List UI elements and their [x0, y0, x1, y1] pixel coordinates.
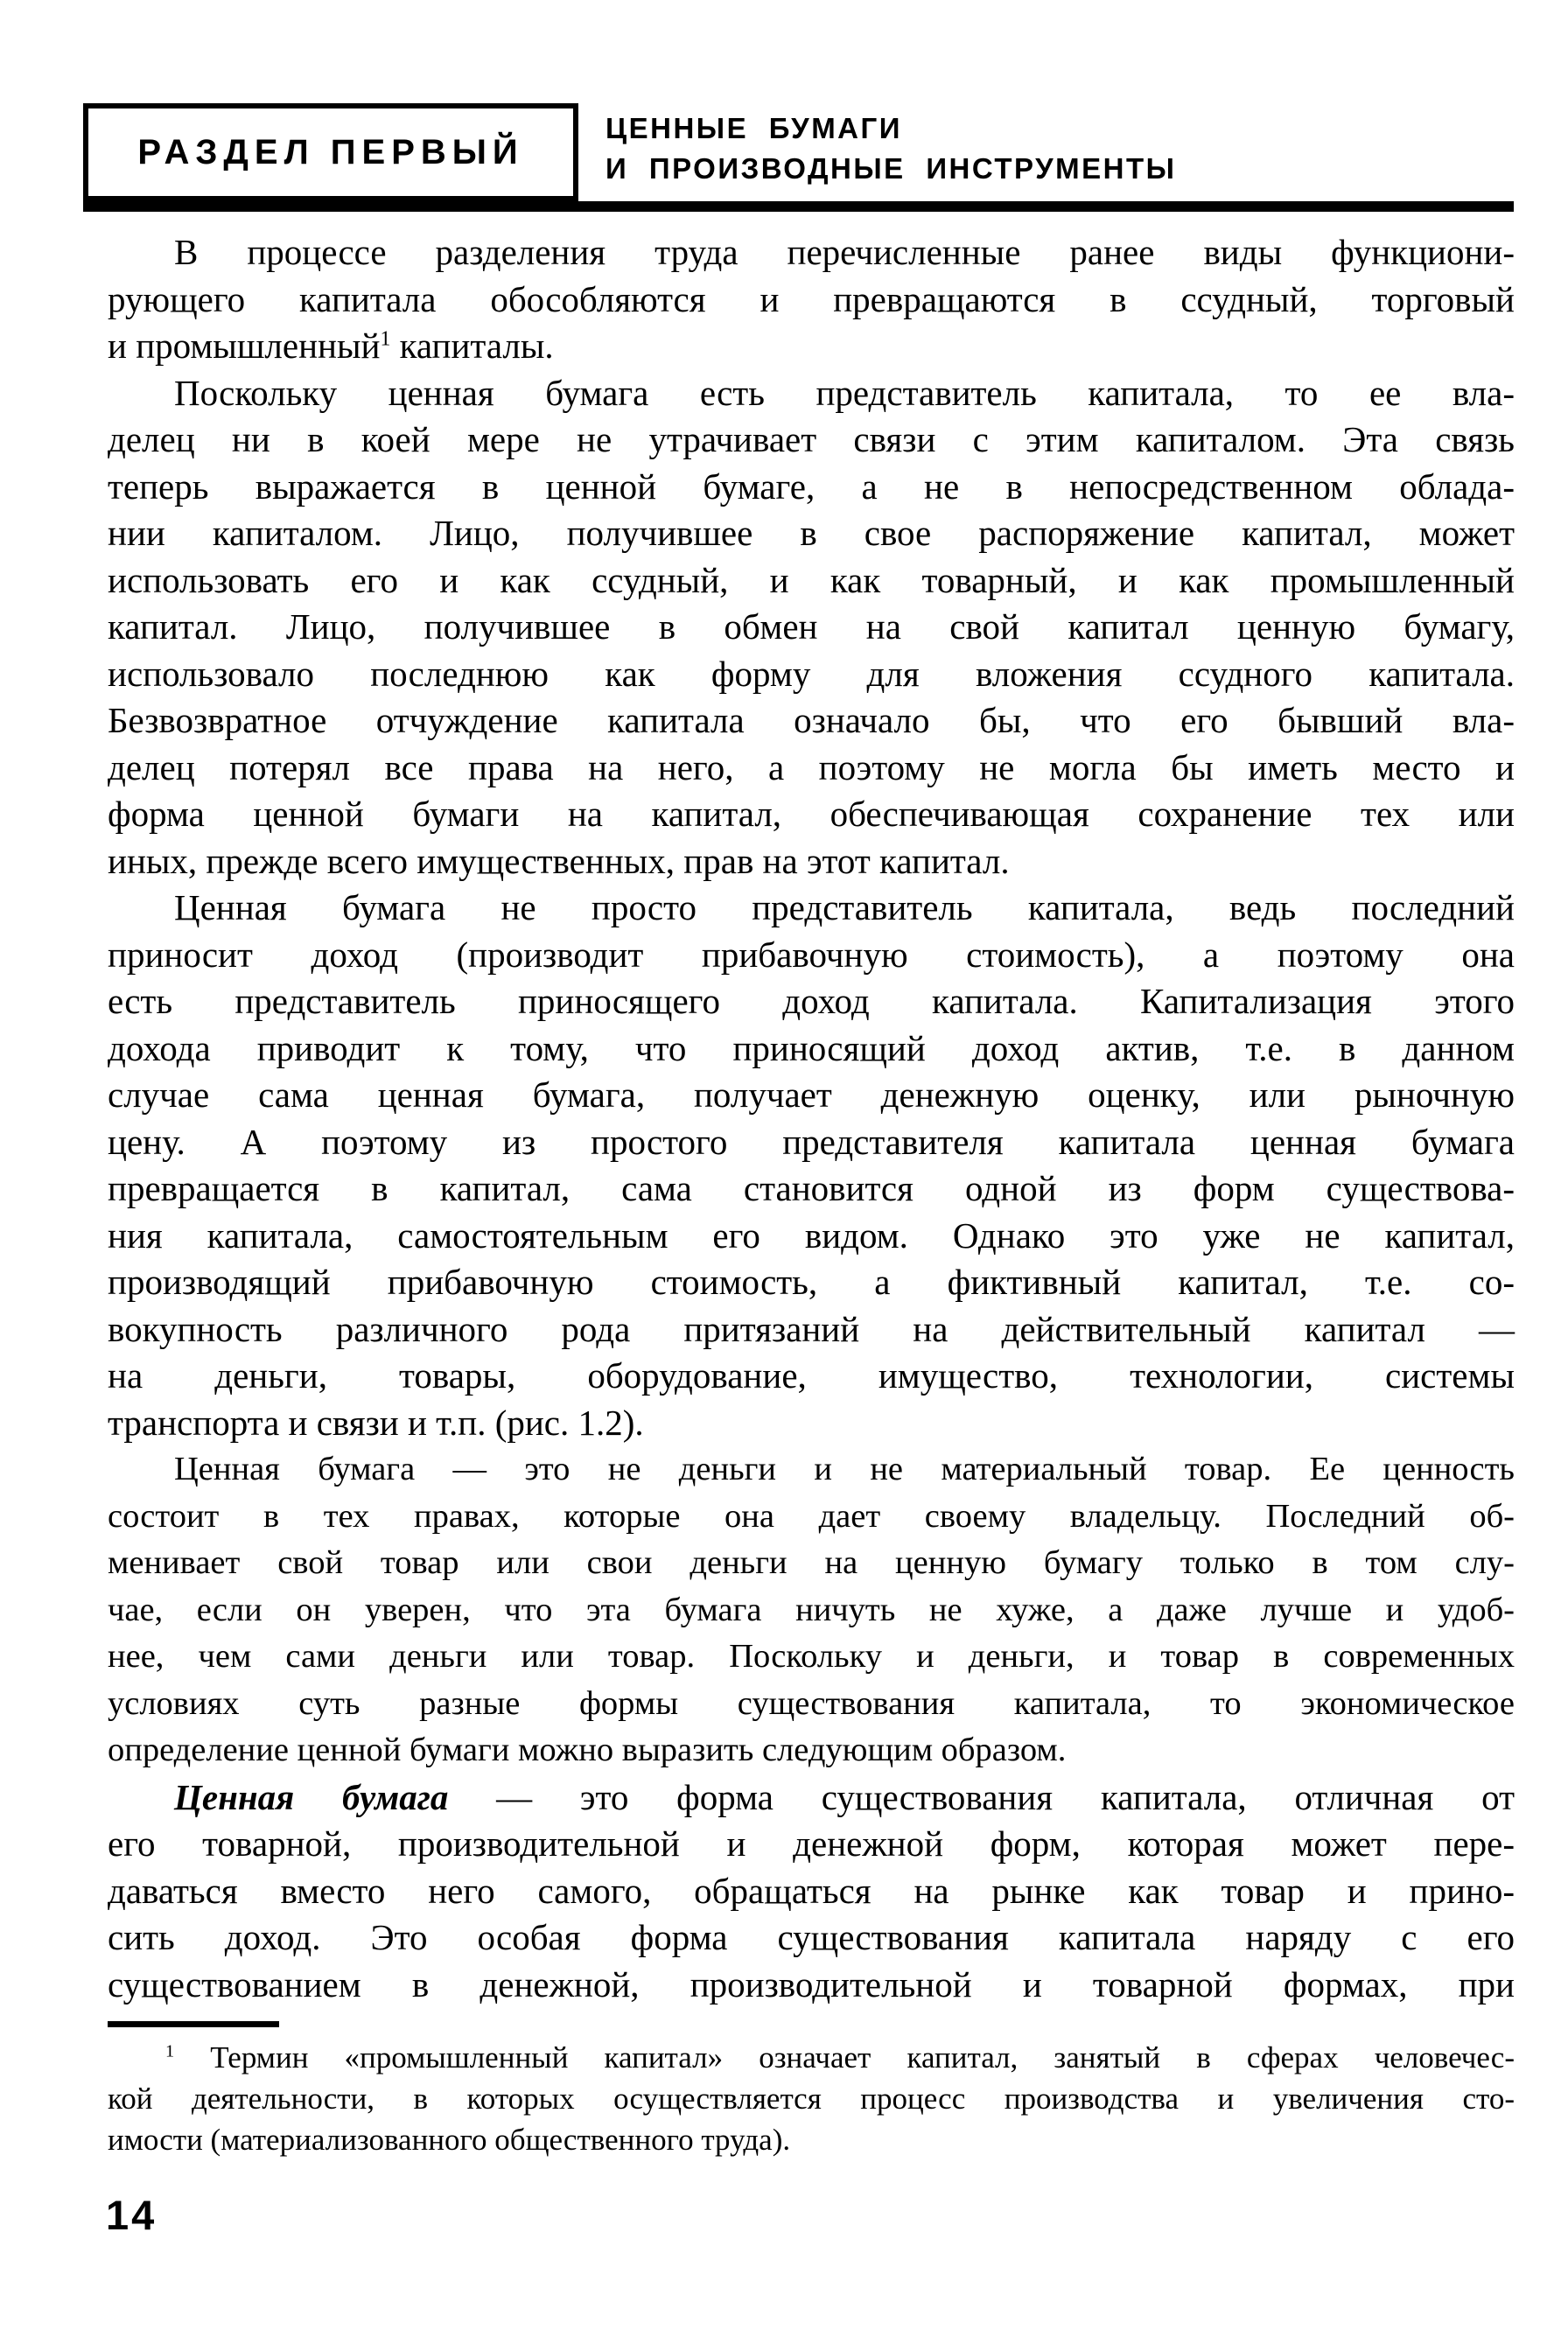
text-line: на деньги, товары, оборудование, имущество, технологии, системы: [108, 1355, 1515, 1396]
text-line: теперь выражается в ценной бумаге, а не в непосредственном облада-: [108, 465, 1515, 507]
footnote-marker: 1: [165, 2041, 175, 2061]
text-line: сить доход. Это особая форма существования капитала наряду с его: [108, 1917, 1515, 1957]
chapter-title-line1: ЦЕННЫЕ БУМАГИ: [606, 112, 902, 144]
text-line: Ценная бумага не просто представитель капитала, ведь последний: [174, 887, 1515, 927]
section-label: РАЗДЕЛ ПЕРВЫЙ: [137, 132, 524, 171]
text-line: использовать его и как ссудный, и как товарный, и как промышленный: [108, 559, 1515, 600]
footnote-rule: [108, 2021, 279, 2027]
text-column: [108, 229, 1515, 2160]
text-line: даваться вместо него самого, обращаться на рынке как товар и прино-: [108, 1870, 1515, 1911]
text-line: рующего капитала обособляются и превращаются в ссудный, торговый: [108, 278, 1515, 319]
footnote: [108, 2037, 1515, 2160]
text-line: кой деятельности, в которых осуществляется процесс производства и увеличения сто-: [108, 2082, 1515, 2116]
text-line: Безвозвратное отчуждение капитала означало бы, что его бывший вла-: [108, 700, 1515, 740]
definition-term: Ценная бумага: [174, 1776, 449, 1817]
text-line: чае, если он уверен, что эта бумага ничуть не хуже, а даже лучше и удоб-: [108, 1591, 1515, 1628]
text-line: Ценная бумага — это форма существования капитала, отличная от: [174, 1776, 1515, 1817]
text-line: имости (материализованного общественного труда).: [108, 2123, 791, 2157]
text-line: форма ценной бумаги на капитал, обеспечивающая сохранение тех или: [108, 794, 1515, 834]
text-line: вокупность различного рода притязаний на действительный капитал —: [108, 1308, 1515, 1349]
text-line: ния капитала, самостоятельным его видом. Однако это уже не капитал,: [108, 1214, 1515, 1256]
text-line: Поскольку ценная бумага есть представитель капитала, то ее вла-: [174, 372, 1515, 413]
text-line: существованием в денежной, производительной и товарной формах, при: [108, 1963, 1515, 2005]
text-line: делец потерял все права на него, а поэтому не могла бы иметь место и: [108, 746, 1515, 787]
text-line: $^1$ Термин «промышленный капитал» означает капитал, занятый в сферах человечес-: [165, 2040, 1515, 2075]
text-line: капитал. Лицо, получившее в обмен на свой капитал ценную бумагу,: [108, 606, 1515, 647]
text-line: определение ценной бумаги можно выразить следующим образом.: [108, 1732, 1067, 1768]
text-line: делец ни в коей мере не утрачивает связи с этим капиталом. Эта связь: [108, 419, 1515, 459]
text-line: транспорта и связи и т.п. (рис. 1.2).: [108, 1402, 644, 1443]
chapter-title-line2: И ПРОИЗВОДНЫЕ ИНСТРУМЕНТЫ: [606, 152, 1177, 185]
text-line: есть представитель приносящего доход капитала. Капитализация этого: [108, 981, 1515, 1021]
text-line: условиях суть разные формы существования капитала, то экономическое: [108, 1684, 1515, 1722]
section-label-box: [83, 103, 578, 201]
text-line: нее, чем сами деньги или товар. Поскольку и деньги, и товар в современных: [108, 1638, 1515, 1675]
text-line: иных, прежде всего имущественных, прав на этот капитал.: [108, 840, 1010, 881]
footnote-marker: 1: [380, 327, 391, 351]
page-number: 14: [106, 2192, 158, 2238]
body-text: [108, 229, 1515, 2008]
header-rule: [83, 201, 1514, 212]
text-line: его товарной, производительной и денежной форм, которая может пере-: [108, 1823, 1515, 1864]
text-line: приносит доход (производит прибавочную стоимость), а поэтому она: [108, 934, 1515, 975]
text-line: Ценная бумага — это не деньги и не материальный товар. Ее ценность: [174, 1451, 1515, 1487]
text-line: цену. А поэтому из простого представителя капитала ценная бумага: [108, 1121, 1515, 1162]
text-line: и промышленный$^1$ капиталы.: [108, 325, 554, 366]
text-line: случае сама ценная бумага, получает денежную оценку, или рыночную: [108, 1074, 1515, 1115]
text-line: дохода приводит к тому, что приносящий доход актив, т.е. в данном: [108, 1027, 1515, 1068]
text-line: состоит в тех правах, которые она дает своему владельцу. Последний об-: [108, 1497, 1515, 1535]
text-line: нии капиталом. Лицо, получившее в свое распоряжение капитал, может: [108, 513, 1515, 553]
text-line: производящий прибавочную стоимость, а фиктивный капитал, т.е. со-: [108, 1262, 1515, 1302]
text-line: использовало последнюю как форму для вложения ссудного капитала.: [108, 653, 1515, 694]
text-line: менивает свой товар или свои деньги на ценную бумагу только в том слу-: [108, 1544, 1515, 1581]
text-line: превращается в капитал, сама становится одной из форм существова-: [108, 1168, 1515, 1208]
text-line: В процессе разделения труда перечисленные ранее виды функциони-: [174, 232, 1515, 272]
chapter-title: [606, 108, 1176, 189]
